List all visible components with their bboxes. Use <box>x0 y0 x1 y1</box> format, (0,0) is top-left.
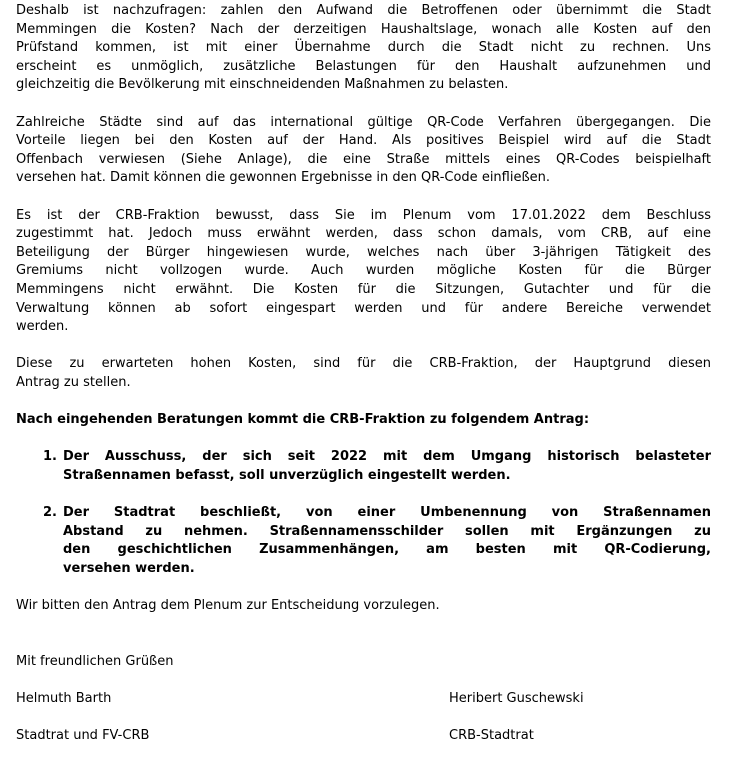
signature-title-left: Stadtrat und FV-CRB <box>16 728 150 744</box>
text-line: Vorteile liegen bei den Kosten auf der Hand. Als positives Beispiel wird auf die Stadt <box>16 133 711 149</box>
motion-item-2-number: 2. <box>43 505 57 521</box>
closing-request: Wir bitten den Antrag dem Plenum zur Entscheidung vorzulegen. <box>16 598 440 613</box>
text-line: Offenbach verwiesen (Siehe Anlage), die eine Straße mittels eines QR-Codes beispielhaft <box>16 151 711 167</box>
text-line: Straßennamen befasst, soll unverzüglich eingestellt werden. <box>63 467 511 483</box>
text-line: den geschichtlichen Zusammenhängen, am besten mit QR-Codierung, <box>63 542 711 558</box>
salutation: Mit freundlichen Grüßen <box>16 653 174 669</box>
motion-item-1-number: 1. <box>43 449 57 465</box>
motion-item-1 <box>16 448 711 485</box>
text-line: werden. <box>16 319 69 335</box>
text-line: Deshalb ist nachzufragen: zahlen den Aufwand die Betroffenen oder übernimmt die Stadt <box>16 3 711 18</box>
paragraph-qr-code-cities <box>16 114 711 188</box>
text-line: Der Stadtrat beschließt, von einer Umbenennung von Straßennamen <box>63 505 711 521</box>
text-line: Der Ausschuss, der sich seit 2022 mit dem Umgang historisch belasteter <box>63 449 711 465</box>
text-line: gleichzeitig die Bevölkerung mit einschneidenden Maßnahmen zu belasten. <box>16 77 509 93</box>
text-line: versehen hat. Damit können die gewonnen Ergebnisse in den QR-Code einfließen. <box>16 170 551 186</box>
text-line: Diese zu erwarteten hohen Kosten, sind für die CRB-Fraktion, der Hauptgrund diesen <box>16 356 711 372</box>
text-line: Prüfstand kommen, ist mit einer Übernahme durch die Stadt nicht zu rechnen. Uns <box>16 40 711 56</box>
paragraph-main-reason <box>16 355 711 392</box>
motion-item-1-text <box>63 448 711 485</box>
text-line: Memmingens nicht erwähnt. Die Kosten für die Sitzungen, Gutachter und für die <box>16 281 711 297</box>
motion-item-2-text <box>63 504 711 578</box>
motion-heading: Nach eingehenden Beratungen kommt die CRB-Fraktion zu folgendem Antrag: <box>16 412 590 428</box>
text-line: Es ist der CRB-Fraktion bewusst, dass Sie im Plenum vom 17.01.2022 dem Beschluss <box>16 207 711 223</box>
signature-titles-row <box>16 727 711 746</box>
text-line: Abstand zu nehmen. Straßennamensschilder sollen mit Ergänzungen zu <box>63 523 711 539</box>
signature-name-left: Helmuth Barth <box>16 690 112 706</box>
motion-item-2 <box>16 504 711 578</box>
text-line: Gremiums nicht vollzogen wurde. Auch wurden mögliche Kosten für die Bürger <box>16 263 711 279</box>
signature-name-right: Heribert Guschewski <box>449 690 584 706</box>
signature-title-right: CRB-Stadtrat <box>449 728 534 744</box>
text-line: versehen werden. <box>63 560 195 576</box>
text-line: erscheint es unmöglich, zusätzliche Belastungen für den Haushalt aufzunehmen und <box>16 58 711 74</box>
text-line: Verwaltung können ab sofort eingespart werden und für andere Bereiche verwendet <box>16 300 711 316</box>
text-line: Beteiligung der Bürger hingewiesen wurde, welches nach über 3-jährigen Tätigkeit des <box>16 244 711 260</box>
text-line: Zahlreiche Städte sind auf das international gültige QR-Code Verfahren übergegangen. Die <box>16 114 711 130</box>
text-line: Antrag zu stellen. <box>16 374 131 390</box>
text-line: Memmingen die Kosten? Nach der derzeitigen Haushaltslage, wonach alle Kosten auf den <box>16 21 711 37</box>
paragraph-crb-plenum-decision <box>16 207 711 337</box>
text-line: zugestimmt hat. Jedoch muss erwähnt werden, dass schon damals, vom CRB, auf eine <box>16 226 711 242</box>
paragraph-costs-question <box>16 2 711 95</box>
signature-names-row <box>16 690 711 709</box>
